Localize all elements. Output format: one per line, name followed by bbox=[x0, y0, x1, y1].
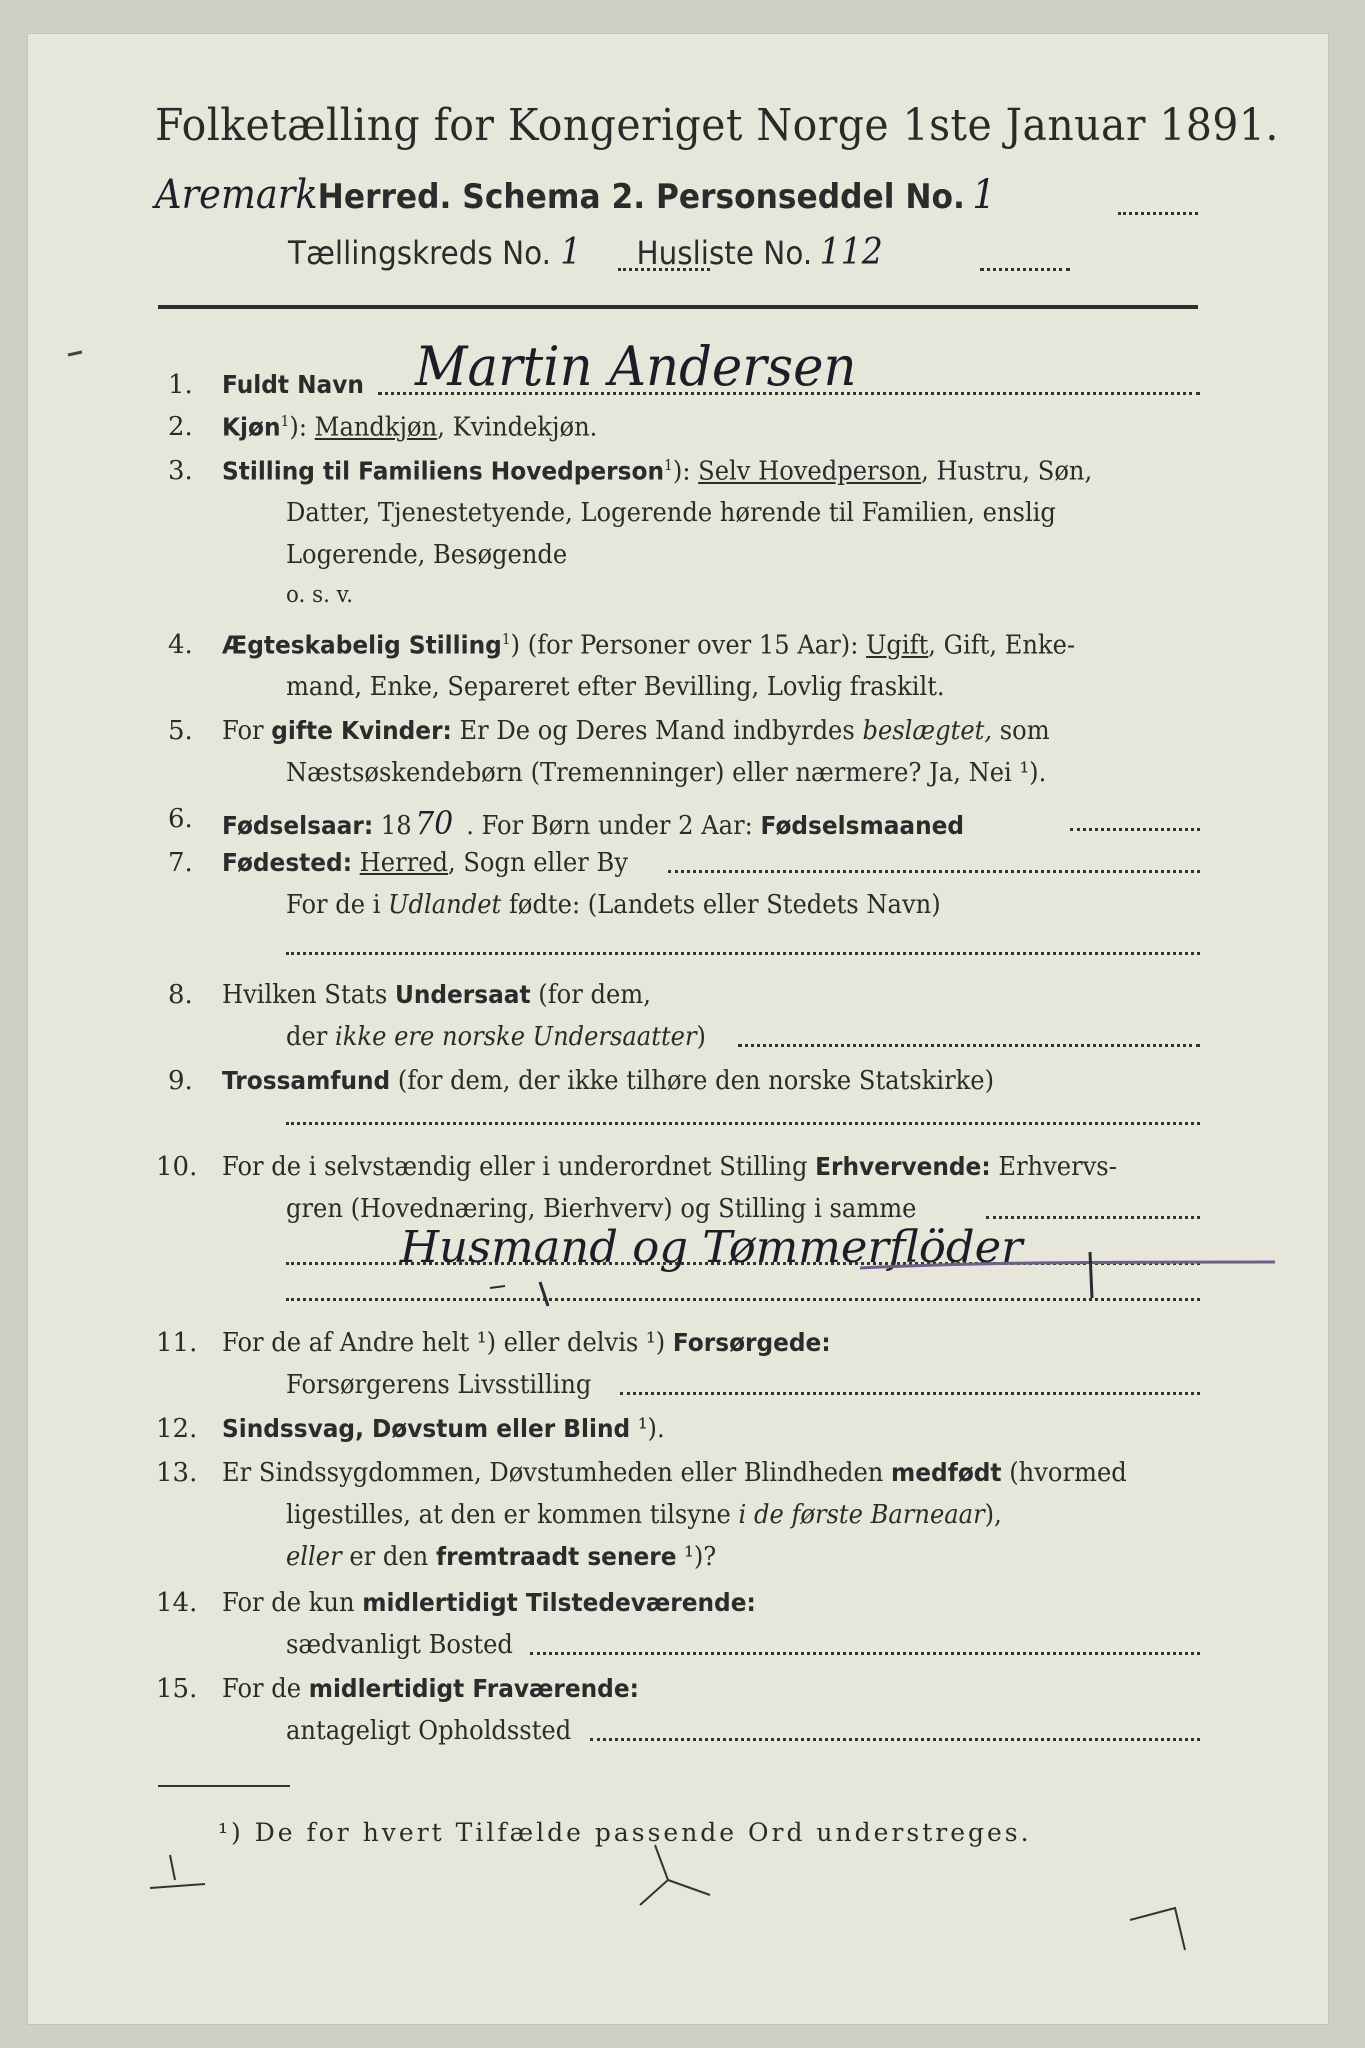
field-4-sup: 1 bbox=[501, 630, 511, 648]
margin-mark bbox=[68, 352, 82, 355]
field-9-rest: (for dem, der ikke tilhøre den norske Statskirke) bbox=[390, 1066, 995, 1096]
field-7-line2b: fødte: (Landets eller Stedets Navn) bbox=[501, 890, 941, 920]
field-7-line2a: For de i bbox=[286, 890, 389, 920]
husliste-handwritten: 112 bbox=[819, 232, 883, 273]
field-5-rest: Er De og Deres Mand indbyrdes bbox=[451, 716, 863, 746]
kreds-handwritten: 1 bbox=[560, 232, 582, 273]
field-3-line2: Datter, Tjenestetyende, Logerende hørende til Familien, enslig bbox=[286, 498, 1056, 528]
field-6-year-handwritten: 70 bbox=[415, 804, 454, 842]
field-10-label: Erhvervende: bbox=[815, 1152, 991, 1181]
corner-mark-center bbox=[640, 1845, 710, 1905]
field-4-rest: ) (for Personer over 15 Aar): bbox=[510, 630, 867, 661]
field-5-number: 5. bbox=[168, 716, 193, 746]
footnote: ¹) De for hvert Tilfælde passende Ord understreges. bbox=[218, 1818, 1032, 1847]
field-10-dash-stroke bbox=[490, 1286, 505, 1288]
field-3-option-selv: Selv Hovedperson bbox=[698, 456, 922, 487]
field-7-label: Fødested: bbox=[222, 848, 352, 877]
field-11-number: 11. bbox=[156, 1328, 198, 1358]
field-3-colon: : bbox=[682, 456, 699, 487]
field-3-label: Stilling til Familiens Hovedperson bbox=[222, 456, 665, 486]
field-1-name-handwritten: Martin Andersen bbox=[415, 335, 857, 398]
field-7-option-herred: Herred bbox=[359, 848, 448, 878]
field-3-number: 3. bbox=[168, 456, 193, 486]
field-9-number: 9. bbox=[168, 1066, 193, 1096]
field-5-label: gifte Kvinder: bbox=[271, 716, 452, 745]
field-2-option-mandkjon: Mandkjøn bbox=[314, 412, 438, 443]
field-8-rest: (for dem, bbox=[530, 980, 651, 1010]
field-13-line3c: ¹)? bbox=[676, 1542, 717, 1572]
field-10-vertical-stroke bbox=[1090, 1252, 1092, 1298]
field-2-sup: 1 bbox=[280, 412, 290, 430]
field-7-rest: , Sogn eller By bbox=[447, 848, 628, 878]
field-5-pre: For bbox=[222, 716, 272, 746]
field-2-row: Kjøn$^1$): Mandkjøn, Kvindekjøn. bbox=[222, 412, 598, 443]
field-10-pre: For de i selvstændig eller i underordnet Stilling bbox=[222, 1152, 816, 1182]
field-1-label: Fuldt Navn bbox=[222, 370, 364, 399]
field-15-label: midlertidigt Fraværende: bbox=[308, 1674, 639, 1703]
field-6-century: 18 bbox=[373, 811, 412, 841]
corner-mark-left bbox=[150, 1855, 205, 1888]
field-2-number: 2. bbox=[168, 412, 193, 442]
field-13-line2-italic: i de første Barneaar bbox=[738, 1500, 985, 1530]
field-13-line3-italic: eller bbox=[286, 1542, 342, 1572]
field-6-label2: Fødselsmaaned bbox=[760, 811, 965, 840]
occupation-underline-stroke bbox=[860, 1262, 1275, 1268]
field-12-label: Sindssvag, Døvstum eller Blind bbox=[222, 1414, 631, 1443]
field-8-pre: Hvilken Stats bbox=[222, 980, 395, 1010]
field-4-label: Ægteskabelig Stilling bbox=[222, 630, 502, 660]
field-3-line3: Logerende, Besøgende bbox=[286, 540, 568, 570]
field-13-rest: (hvormed bbox=[1001, 1458, 1127, 1488]
field-15-line2: antageligt Opholdssted bbox=[286, 1716, 572, 1746]
field-2-label: Kjøn bbox=[222, 412, 281, 442]
husliste-label: Husliste No. bbox=[636, 234, 813, 272]
field-3-row: Stilling til Familiens Hovedperson$^1$): Selv Hovedperson, Hustru, Søn, bbox=[222, 456, 1093, 487]
field-10-occupation-handwritten: Husmand og Tømmerflöder bbox=[400, 1222, 1023, 1273]
field-13-line2b: ), bbox=[984, 1500, 1002, 1530]
field-3-rest: , Hustru, Søn, bbox=[921, 456, 1093, 487]
field-10-rest: Erhvervs- bbox=[990, 1152, 1117, 1182]
field-12-rest: ¹). bbox=[630, 1414, 665, 1444]
field-13-line3a: er den bbox=[341, 1542, 436, 1572]
field-6-label: Fødselsaar: bbox=[222, 811, 374, 840]
field-8-number: 8. bbox=[168, 980, 193, 1010]
corner-mark-right bbox=[1130, 1908, 1185, 1950]
field-6-number: 6. bbox=[168, 804, 193, 834]
field-14-pre: For de kun bbox=[222, 1588, 363, 1618]
personseddel-handwritten: 1 bbox=[972, 172, 996, 218]
field-2-option-kvindekjon: , Kvindekjøn. bbox=[437, 412, 598, 443]
field-8-line2a: der bbox=[286, 1022, 336, 1052]
field-13-label: medfødt bbox=[891, 1458, 1002, 1487]
field-3-sup: 1 bbox=[664, 456, 673, 474]
field-10-small-stroke bbox=[540, 1282, 548, 1306]
field-15-number: 15. bbox=[156, 1674, 198, 1704]
field-7-number: 7. bbox=[168, 848, 193, 878]
field-12-number: 12. bbox=[156, 1414, 198, 1444]
field-1-number: 1. bbox=[168, 370, 193, 400]
field-4-line2: mand, Enke, Separeret efter Bevilling, Lovlig fraskilt. bbox=[286, 672, 945, 702]
field-10-number: 10. bbox=[156, 1152, 198, 1182]
form-title: Folketælling for Kongeriget Norge 1ste Januar 1891. bbox=[155, 100, 1279, 151]
field-8-line2-italic: ikke ere norske Undersaatter bbox=[335, 1022, 697, 1052]
field-11-line2: Forsørgerens Livsstilling bbox=[286, 1370, 592, 1400]
field-5-italic: beslægtet, bbox=[862, 716, 993, 746]
field-11-label: Forsørgede: bbox=[672, 1328, 831, 1357]
field-13-pre: Er Sindssygdommen, Døvstumheden eller Blindheden bbox=[222, 1458, 892, 1488]
herred-handwritten: Aremark bbox=[155, 172, 318, 218]
field-5-rest2: som bbox=[992, 716, 1050, 746]
field-8-line2: der ikke ere norske Undersaatter) bbox=[286, 1022, 706, 1052]
schema-label: Herred. Schema 2. Personseddel No. bbox=[317, 177, 965, 217]
field-15-pre: For de bbox=[222, 1674, 309, 1704]
field-14-label: midlertidigt Tilstedeværende: bbox=[362, 1588, 756, 1617]
field-3-line4: o. s. v. bbox=[286, 582, 354, 608]
field-13-line3-bold: fremtraadt senere bbox=[435, 1542, 677, 1571]
field-4-rest2: , Gift, Enke- bbox=[928, 630, 1076, 661]
field-2-colon: : bbox=[298, 412, 315, 443]
field-10-line2: gren (Hovednæring, Bierhverv) og Stilling i samme bbox=[286, 1194, 917, 1224]
field-13-number: 13. bbox=[156, 1458, 198, 1488]
field-6-rest: . For Børn under 2 Aar: bbox=[466, 811, 761, 841]
field-8-label: Undersaat bbox=[394, 980, 531, 1009]
field-7-line2-italic: Udlandet bbox=[388, 890, 502, 920]
field-5-line2: Næstsøskendebørn (Tremenninger) eller nærmere? Ja, Nei ¹). bbox=[286, 758, 1047, 788]
kreds-label: Tællingskreds No. bbox=[288, 234, 551, 272]
field-4-number: 4. bbox=[168, 630, 193, 660]
field-14-number: 14. bbox=[156, 1588, 198, 1618]
field-14-line2: sædvanligt Bosted bbox=[286, 1630, 513, 1660]
field-4-option-ugift: Ugift bbox=[866, 630, 929, 661]
field-11-pre: For de af Andre helt ¹) eller delvis ¹) bbox=[222, 1328, 673, 1358]
field-13-line2a: ligestilles, at den er kommen tilsyne bbox=[286, 1500, 739, 1530]
field-9-label: Trossamfund bbox=[222, 1066, 391, 1095]
